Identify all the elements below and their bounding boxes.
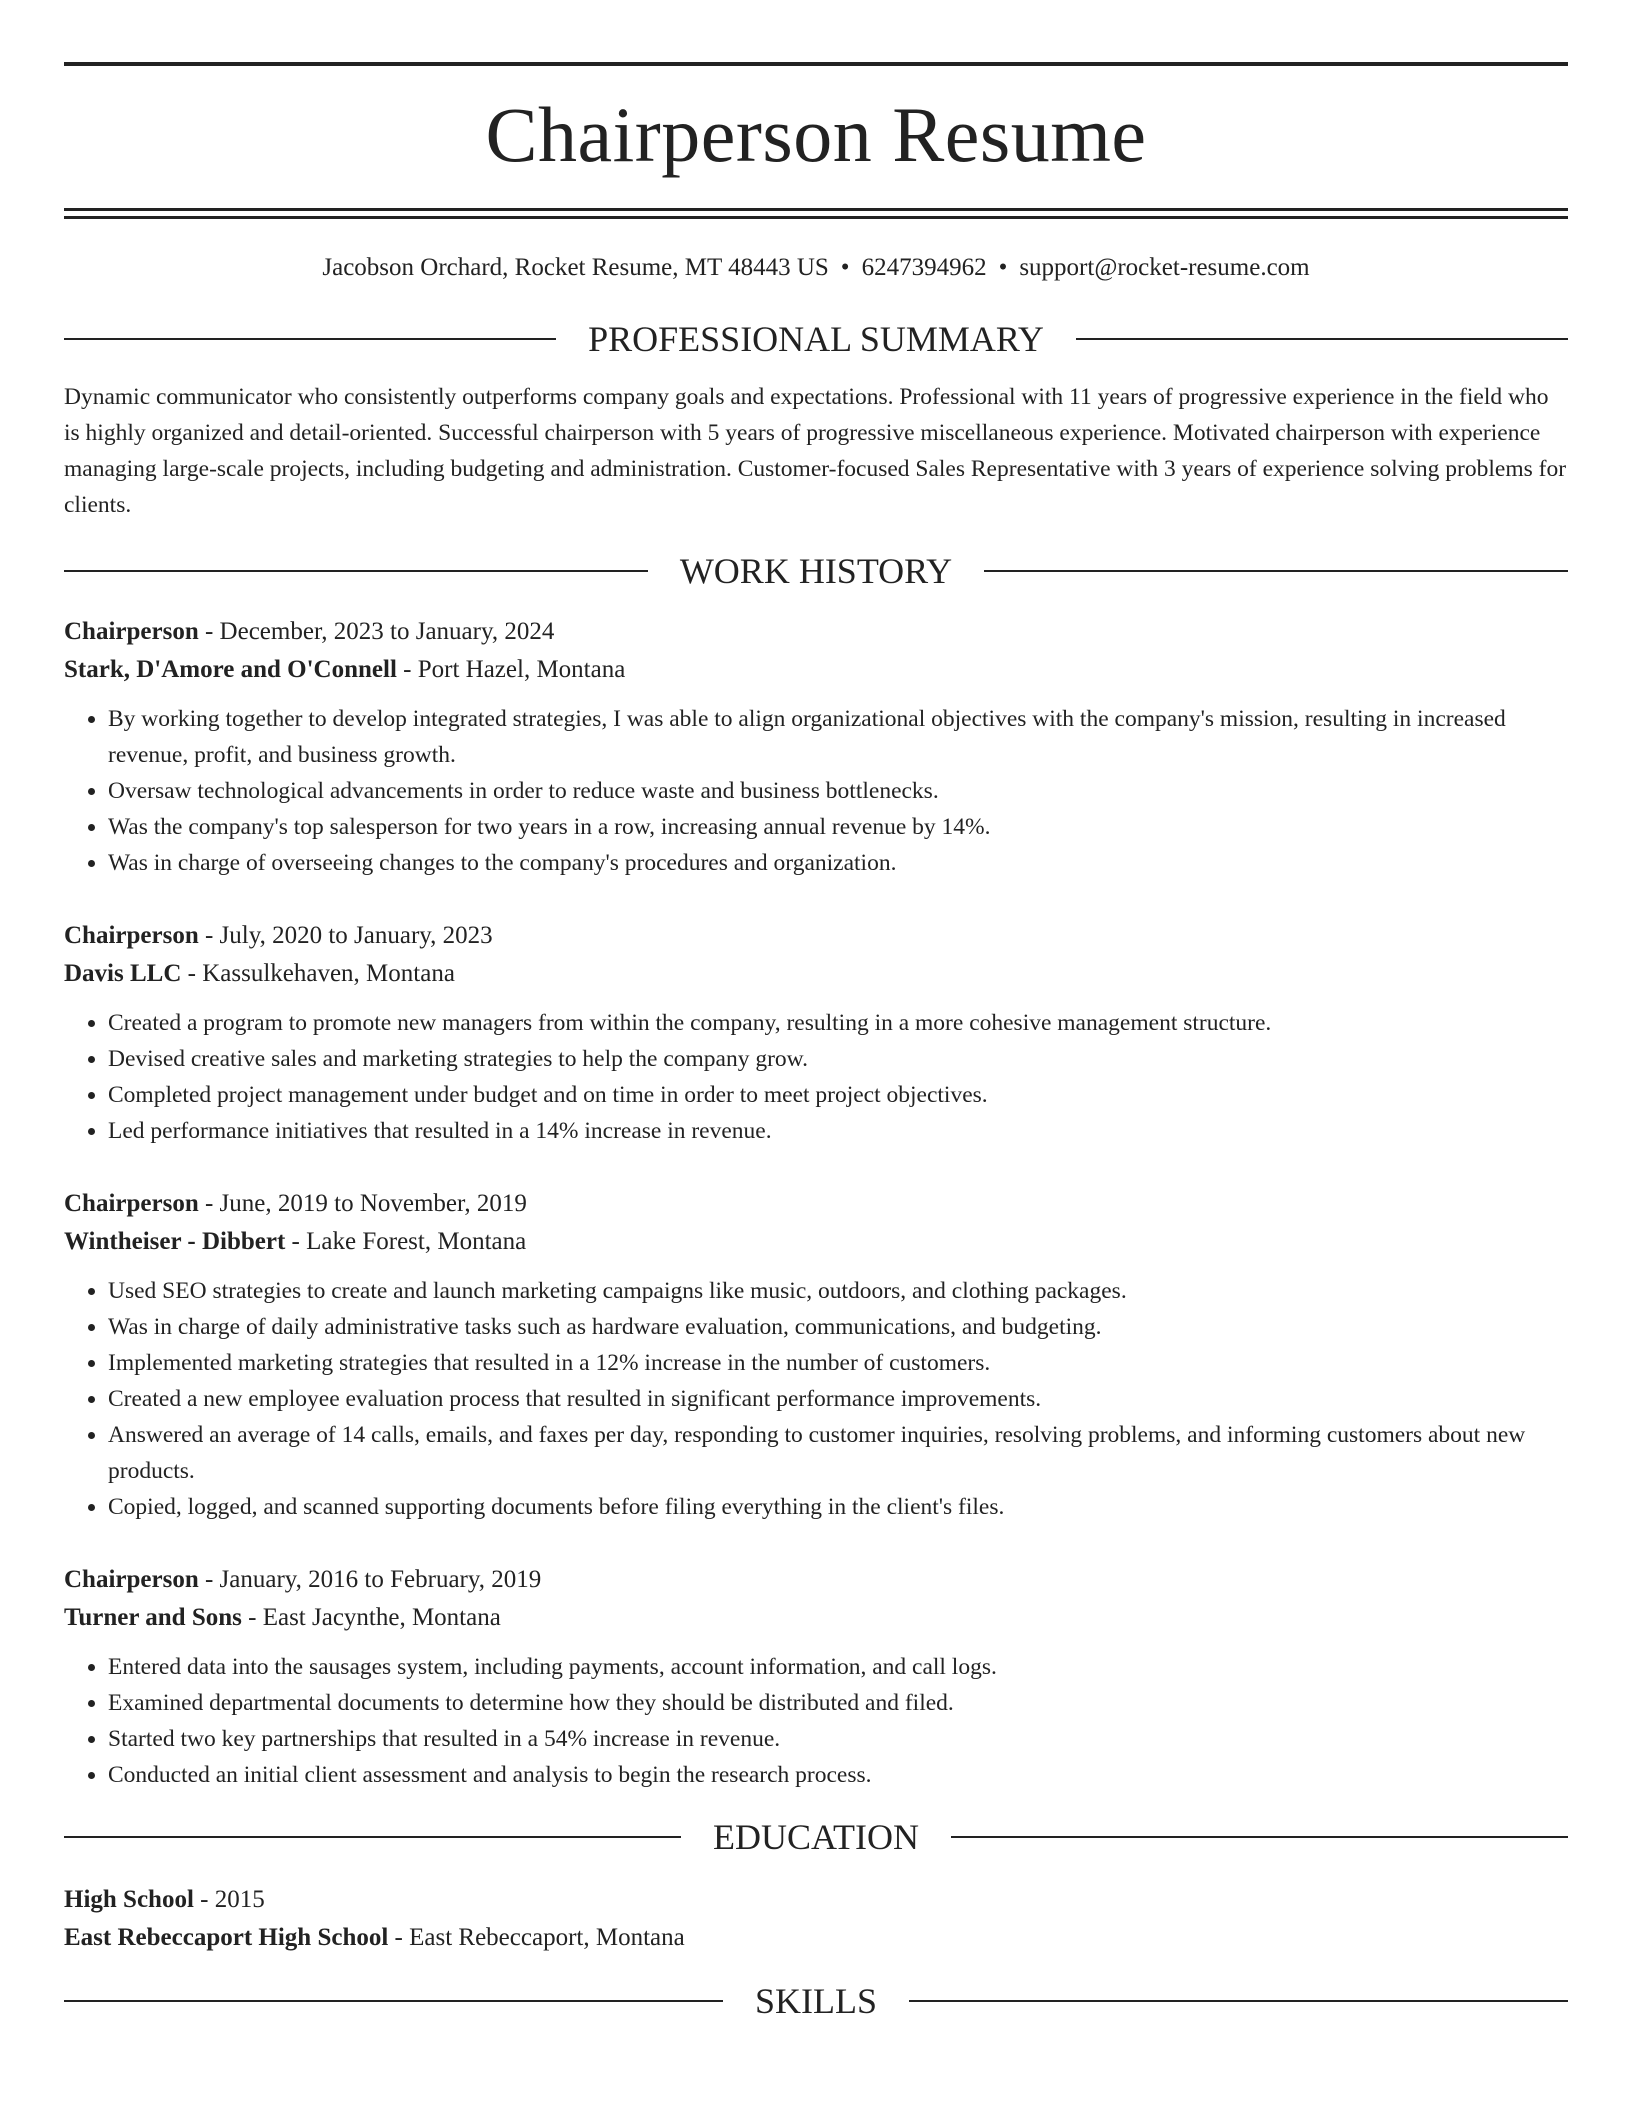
heading-rule-left — [64, 570, 648, 572]
job-location: - Kassulkehaven, Montana — [181, 960, 455, 987]
education-year: - 2015 — [193, 1886, 265, 1913]
job-entry — [64, 1561, 1568, 1793]
contact-address: Jacobson Orchard, Rocket Resume, MT 48443 US — [322, 254, 829, 281]
page-title: Chairperson Resume — [485, 91, 1147, 178]
job-bullet: • Led performance initiatives that resulted in a 14% increase in revenue. — [108, 1113, 1568, 1149]
skills-section-heading — [64, 1983, 1568, 2019]
job-bullet: • Copied, logged, and scanned supporting documents before filing everything in the client's files. — [108, 1489, 1568, 1525]
job-bullet-list — [64, 1649, 1568, 1793]
job-bullet-list — [64, 1273, 1568, 1525]
job-title: Chairperson — [64, 1190, 199, 1217]
job-bullet: • Created a program to promote new managers from within the company, resulting in a more cohesive management structure. — [108, 1005, 1568, 1041]
work-section-heading — [64, 553, 1568, 589]
job-title-line — [64, 1561, 1568, 1599]
job-title-line — [64, 613, 1568, 651]
job-location: - Port Hazel, Montana — [396, 656, 626, 683]
job-bullet-list — [64, 1005, 1568, 1149]
education-degree: High School — [64, 1886, 194, 1913]
job-bullet: • Was the company's top salesperson for two years in a row, increasing annual revenue by 14%. — [108, 809, 1568, 845]
job-company: Turner and Sons — [64, 1604, 242, 1631]
work-history-list — [64, 613, 1568, 1793]
summary-section-heading — [64, 321, 1568, 357]
heading-rule-left — [64, 338, 556, 340]
education-section-heading — [64, 1819, 1568, 1855]
education-school: East Rebeccaport High School — [64, 1924, 389, 1951]
job-bullet: • Was in charge of overseeing changes to the company's procedures and organization. — [108, 845, 1568, 881]
job-company: Stark, D'Amore and O'Connell — [64, 656, 397, 683]
job-bullet: • Started two key partnerships that resulted in a 54% increase in revenue. — [108, 1721, 1568, 1757]
job-dates: - June, 2019 to November, 2019 — [198, 1190, 527, 1217]
contact-separator: • — [998, 254, 1008, 281]
education-heading: EDUCATION — [713, 1817, 919, 1857]
job-company-line — [64, 1223, 1568, 1261]
job-title: Chairperson — [64, 1566, 199, 1593]
heading-rule-right — [984, 570, 1568, 572]
job-location: - Lake Forest, Montana — [285, 1228, 527, 1255]
title-double-rule — [64, 208, 1568, 219]
job-bullet: • Conducted an initial client assessment and analysis to begin the research process. — [108, 1757, 1568, 1793]
job-dates: - January, 2016 to February, 2019 — [198, 1566, 542, 1593]
job-bullet: • Completed project management under budget and on time in order to meet project objectives. — [108, 1077, 1568, 1113]
job-bullet: • Was in charge of daily administrative tasks such as hardware evaluation, communications, and budgeting. — [108, 1309, 1568, 1345]
heading-rule-right — [909, 2000, 1568, 2002]
contact-email: support@rocket-resume.com — [1019, 254, 1310, 281]
heading-rule-right — [951, 1836, 1568, 1838]
contact-phone: 6247394962 — [861, 254, 987, 281]
summary-heading: PROFESSIONAL SUMMARY — [588, 319, 1044, 359]
job-bullet: • Devised creative sales and marketing strategies to help the company grow. — [108, 1041, 1568, 1077]
job-bullet: • Implemented marketing strategies that resulted in a 12% increase in the number of customers. — [108, 1345, 1568, 1381]
education-degree-line — [64, 1881, 1568, 1919]
job-company-line — [64, 651, 1568, 689]
heading-rule-left — [64, 1836, 681, 1838]
job-bullet: • Examined departmental documents to determine how they should be distributed and filed. — [108, 1685, 1568, 1721]
job-company: Davis LLC — [64, 960, 182, 987]
summary-text: Dynamic communicator who consistently outperforms company goals and expectations. Professional with 11 years of progressive experience in the field who is highly organized and detail-oriented. Successful chairperson with 5 years of progressive miscellaneous experience. Motivated chairperson with experience managing large-scale projects, including budgeting and administration. Customer-focused Sales Representative with 3 years of experience solving problems for clients. — [64, 384, 1567, 518]
education-entry — [64, 1881, 1568, 1957]
education-school-line — [64, 1919, 1568, 1957]
job-location: - East Jacynthe, Montana — [241, 1604, 501, 1631]
job-title-line — [64, 1185, 1568, 1223]
job-company: Wintheiser - Dibbert — [64, 1228, 286, 1255]
job-bullet: • Used SEO strategies to create and launch marketing campaigns like music, outdoors, and clothing packages. — [108, 1273, 1568, 1309]
job-entry — [64, 613, 1568, 881]
job-entry — [64, 917, 1568, 1149]
job-bullet: • Created a new employee evaluation process that resulted in significant performance improvements. — [108, 1381, 1568, 1417]
job-bullet: • Entered data into the sausages system, including payments, account information, and call logs. — [108, 1649, 1568, 1685]
heading-rule-left — [64, 2000, 723, 2002]
job-dates: - July, 2020 to January, 2023 — [198, 922, 493, 949]
job-company-line — [64, 955, 1568, 993]
heading-rule-right — [1076, 338, 1568, 340]
top-rule — [64, 62, 1568, 66]
job-dates: - December, 2023 to January, 2024 — [198, 618, 555, 645]
job-title: Chairperson — [64, 618, 199, 645]
job-bullet: • Answered an average of 14 calls, emails, and faxes per day, responding to customer inquiries, resolving problems, and informing customers about new products. — [108, 1417, 1568, 1489]
contact-line — [64, 253, 1568, 283]
job-bullet: • Oversaw technological advancements in order to reduce waste and business bottlenecks. — [108, 773, 1568, 809]
job-company-line — [64, 1599, 1568, 1637]
work-heading: WORK HISTORY — [679, 551, 953, 591]
contact-separator: • — [840, 254, 850, 281]
job-title: Chairperson — [64, 922, 199, 949]
education-location: - East Rebeccaport, Montana — [388, 1924, 685, 1951]
job-entry — [64, 1185, 1568, 1525]
skills-heading: SKILLS — [755, 1981, 878, 2021]
job-bullet-list — [64, 701, 1568, 881]
job-title-line — [64, 917, 1568, 955]
job-bullet: • By working together to develop integrated strategies, I was able to align organizational objectives with the company's mission, resulting in increased revenue, profit, and business growth. — [108, 701, 1568, 773]
